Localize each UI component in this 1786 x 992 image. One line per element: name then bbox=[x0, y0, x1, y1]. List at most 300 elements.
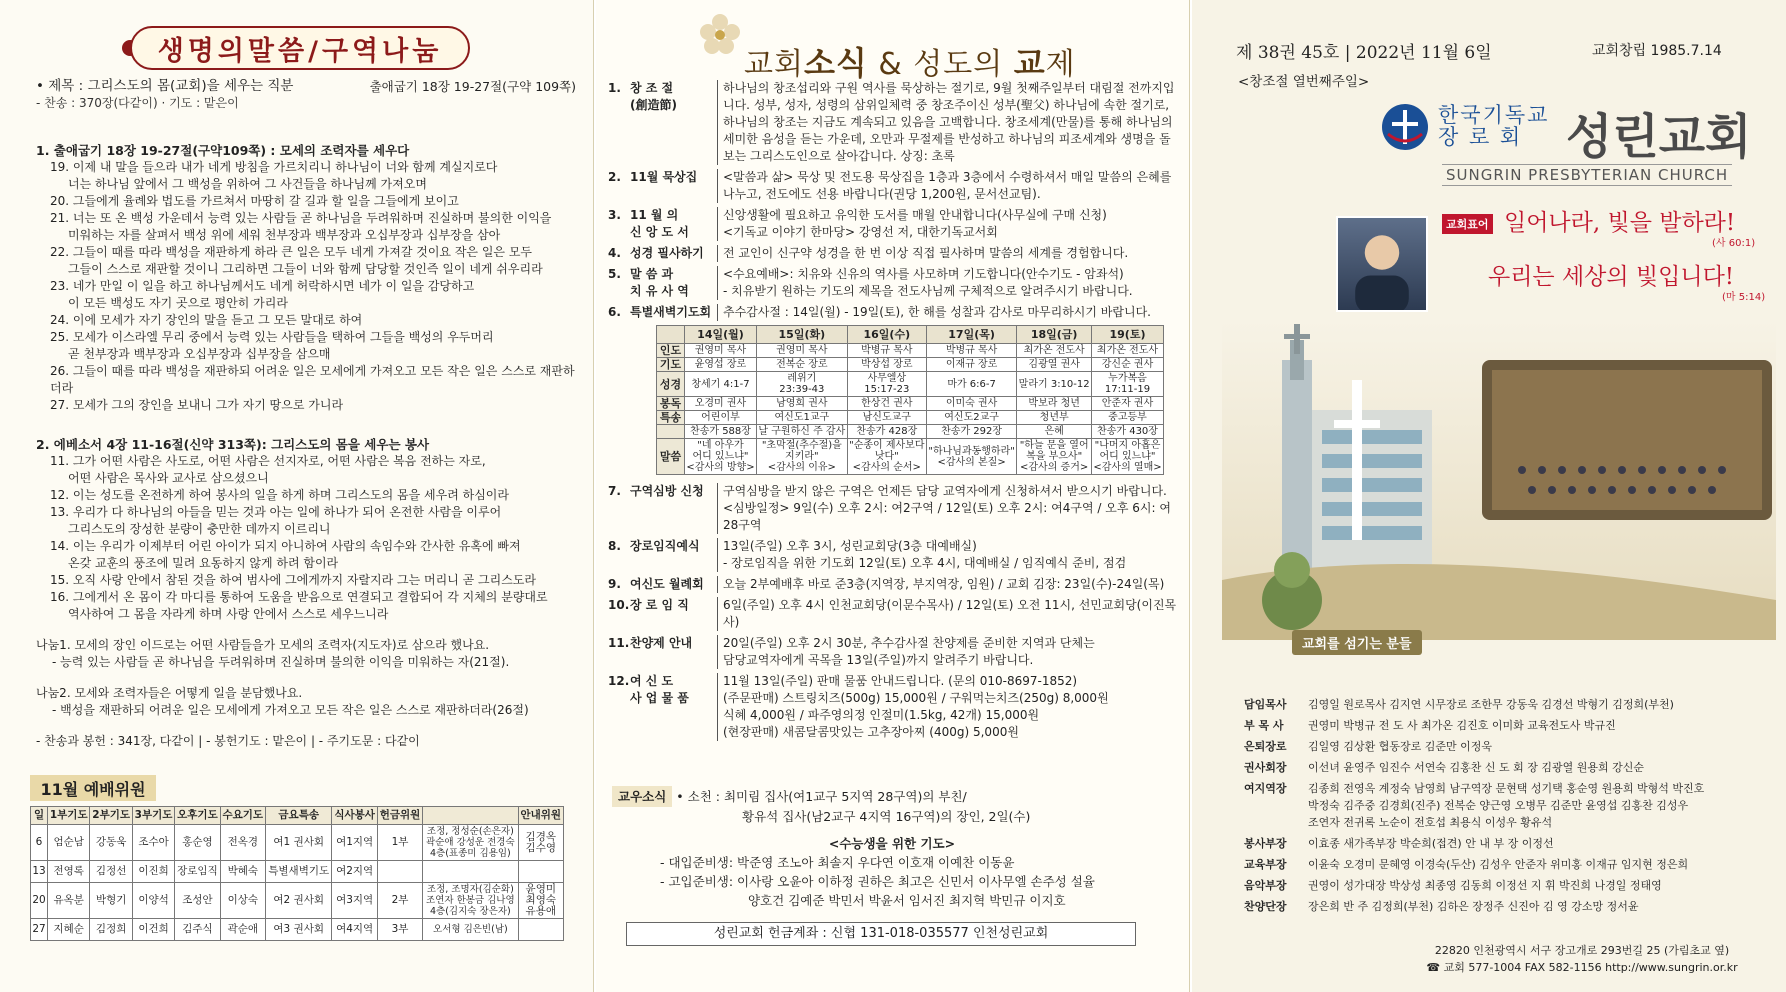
prayer-cell: 중고등부 bbox=[1092, 411, 1164, 425]
news-item-text: 오늘 2부예배후 바로 준3층(지역장, 부지역장, 임원) / 교회 김장: 23일(수)-24일(목) bbox=[723, 577, 1165, 591]
verse-text: 13. 우리가 다 하나님의 아들을 믿는 것과 아는 일에 하나가 되어 온전한 사람을 이루어 bbox=[50, 505, 502, 519]
exam-list-1: - 대입준비생: 박준영 조노아 최솔지 우다연 이호재 이예찬 이동윤 bbox=[660, 855, 1015, 870]
middle-panel bbox=[596, 0, 1190, 992]
news-item-text: 13일(주일) 오후 3시, 성린교회당(3층 대예배실) - 장로임직을 위한 기도회 12일(토) 오후 4시, 대예배실 / 임직예식 준비, 점검 bbox=[723, 539, 1127, 570]
worship-cell: 2부 bbox=[377, 883, 422, 919]
worship-cell: 오서형 김은빈(남) bbox=[423, 919, 518, 941]
worship-cell: 여2지역 bbox=[332, 861, 377, 883]
news-item-label: 여신도 월례회 bbox=[630, 576, 718, 593]
exam-list-3: 양호건 김예준 박민서 박윤서 임서진 최지혁 박민규 이지호 bbox=[748, 893, 1066, 908]
staff-row bbox=[1244, 835, 1774, 852]
news-item-label: 장로임직예식 bbox=[630, 538, 718, 572]
verse-line bbox=[36, 453, 576, 487]
prayer-cell: 찬송가 430장 bbox=[1092, 425, 1164, 439]
news-item bbox=[608, 304, 1178, 321]
staff-row bbox=[1244, 780, 1774, 831]
worship-cell: 박혜숙 bbox=[220, 861, 265, 883]
verse-text: 16. 그에게서 온 몸이 각 마디를 통하여 도움을 받음으로 연결되고 결합되어 각 지체의 분량대로 bbox=[50, 590, 548, 604]
verse-continuation: 이 모든 백성도 자기 곳으로 평안히 가리라 bbox=[68, 296, 288, 310]
verse-line bbox=[36, 572, 576, 589]
prayer-cell: 윤영섭 장로 bbox=[685, 358, 757, 372]
question-2-text: 나눔2. 모세와 조력자들은 어떻게 일을 분담했나요. bbox=[36, 686, 303, 700]
worship-cell: 김경옥 김수영 bbox=[518, 825, 563, 861]
staff-names: 이효종 새가족부장 박순희(접견) 안 내 부 장 이정선 bbox=[1308, 837, 1554, 850]
news-item-number: 8. bbox=[608, 539, 621, 553]
worship-row bbox=[31, 883, 564, 919]
staff-row bbox=[1244, 877, 1774, 894]
news-item-label: 특별새벽기도회 bbox=[630, 304, 718, 321]
church-name-english: SUNGRIN PRESBYTERIAN CHURCH bbox=[1442, 164, 1732, 186]
news-items-first bbox=[608, 80, 1178, 321]
prayer-cell: "순종이 제사보다 낫다" <감사의 순서> bbox=[849, 440, 925, 473]
news-item-number: 9. bbox=[608, 577, 621, 591]
verse-text: 14. 이는 우리가 이제부터 어린 아이가 되지 아니하여 사람의 속임수와 간사한 유혹에 빠져 bbox=[50, 539, 521, 553]
motto-ref-2: (마 5:14) bbox=[1722, 292, 1766, 303]
prayer-row-head bbox=[657, 425, 685, 439]
verse-text: 15. 오직 사랑 안에서 참된 것을 하여 범사에 그에게까지 자랄지라 그는 머리니 곧 그리스도라 bbox=[50, 573, 536, 587]
prayer-cell: 날 구원하신 주 감사 bbox=[758, 426, 846, 437]
share-question-1 bbox=[36, 637, 576, 671]
prayer-cell: 찬송가 428장 bbox=[847, 425, 926, 439]
worship-cell: 김정선 bbox=[90, 861, 132, 883]
news-item bbox=[608, 538, 1178, 572]
verse-continuation: 미워하는 자를 살펴서 백성 위에 세워 천부장과 백부장과 오십부장과 십부장을 삼아 bbox=[68, 228, 501, 242]
prayer-cell: 전복순 장로 bbox=[756, 358, 847, 372]
motto-verse-2: 우리는 세상의 빛입니다! bbox=[1488, 264, 1735, 290]
verse-continuation: 온갖 교훈의 풍조에 밀려 요동하지 않게 하려 함이라 bbox=[68, 556, 339, 570]
news-item-label: 말 씀 과 치 유 사 역 bbox=[630, 266, 718, 300]
staff-list bbox=[1244, 696, 1774, 919]
section2-verses bbox=[36, 453, 576, 623]
news-item bbox=[608, 80, 1178, 165]
prayer-cell: 은혜 bbox=[1017, 425, 1092, 439]
prayer-cell: 박보라 청년 bbox=[1017, 397, 1092, 411]
worship-cell: 김정희 bbox=[90, 919, 132, 941]
prayer-row-head: 기도 bbox=[657, 358, 685, 372]
church-building-illustration bbox=[1222, 320, 1776, 640]
news-item-label: 장 로 임 직 bbox=[630, 597, 718, 631]
verse-text: 24. 이에 모세가 자기 장인의 말을 듣고 그 모든 말대로 하여 bbox=[50, 313, 363, 327]
worship-cell: 박형기 bbox=[90, 883, 132, 919]
sermon-body bbox=[36, 78, 576, 750]
servants-title: 교회를 섬기는 분들 bbox=[1292, 630, 1422, 655]
news-item-label: 여 신 도 사 업 물 품 bbox=[630, 673, 718, 741]
staff-names: 이선녀 윤영주 임진수 서연숙 김홍찬 신 도 회 장 김광열 원용희 강신순 bbox=[1308, 761, 1644, 774]
worship-committee-table bbox=[30, 806, 564, 941]
worship-cell: 김주식 bbox=[175, 919, 220, 941]
worship-header-cell: 헌금위원 bbox=[377, 807, 422, 825]
staff-row bbox=[1244, 717, 1774, 734]
staff-role: 은퇴장로 bbox=[1244, 740, 1287, 753]
news-item-label: 찬양제 안내 bbox=[630, 635, 718, 669]
prayer-day-header: 17일(목) bbox=[926, 326, 1016, 344]
news-item-number: 7. bbox=[608, 484, 621, 498]
news-item-text: 11월 13일(주일) 판매 물품 안내드립니다. (문의 010-8697-1852) (주문판매) 스트링치즈(500g) 15,000원 / 구워먹는치즈(250g) 8,000원 식혜 4,000원 / 파주영의정 인절미(1.5kg, 42개) 15,000원 (현장판매) 새콤달콤맛있는 고추장아찌 (400g) 5,000원 bbox=[723, 674, 1109, 739]
staff-role: 교육부장 bbox=[1244, 858, 1287, 871]
denomination-line-2: 장 로 회 bbox=[1438, 125, 1523, 149]
news-item-label: 11 월 의 신 앙 도 서 bbox=[630, 207, 718, 241]
verse-text: 11. 그가 어떤 사람은 사도로, 어떤 사람은 선지자로, 어떤 사람은 복음 전하는 자로, bbox=[50, 454, 486, 468]
prayer-cell: 최가온 전도사 bbox=[1092, 344, 1164, 358]
verse-line bbox=[36, 193, 576, 210]
verse-text: 27. 모세가 그의 장인을 보내니 그가 자기 땅으로 가니라 bbox=[50, 398, 344, 412]
worship-cell: 특별새벽기도 bbox=[265, 861, 331, 883]
prayer-day-header: 19(토) bbox=[1092, 326, 1164, 344]
worship-cell: 여1지역 bbox=[332, 825, 377, 861]
question-1-answer: - 능력 있는 사람들 곧 하나님을 두려워하며 진실하며 불의한 이익을 미워하는 자(21절). bbox=[52, 655, 510, 669]
prayer-cell: 안준자 권사 bbox=[1092, 397, 1164, 411]
worship-row bbox=[31, 861, 564, 883]
prayer-cell: 찬송가 588장 bbox=[685, 425, 757, 439]
issue-info: 제 38권 45호 | 2022년 11월 6일 bbox=[1236, 43, 1492, 63]
member-news-label: 교우소식 bbox=[612, 786, 672, 807]
worship-cell: 유옥분 bbox=[48, 883, 90, 919]
member-news bbox=[612, 786, 1172, 910]
news-item-text: 하나님의 창조섭리와 구원 역사를 묵상하는 절기로, 9월 첫째주일부터 대림절 전까지입니다. 성부, 성자, 성령의 삼위일체력 중 창조주이신 성부(聖父) 하나님에 속한 절기로, 하나님의 창조는 지금도 계속되고 있음을 고백합니다. 창조세계(만물)를 통해 하나님의 세미한 음성을 듣는 가운데, 오만과 무절제를 반성하고 하나님의 피조세계와 생명을 돌보는 그리스도인으로 살아갑니다. 상징: 초록 bbox=[723, 81, 1175, 163]
verse-text: 25. 모세가 이스라엘 무리 중에서 능력 있는 사람들을 택하여 그들을 백성의 우두머리 bbox=[50, 330, 494, 344]
section1-verses bbox=[36, 159, 576, 414]
staff-role: 봉사부장 bbox=[1244, 837, 1287, 850]
worship-header-cell bbox=[423, 807, 518, 825]
member-news-2: 황유석 집사(남2교구 4지역 16구역)의 장인, 2일(수) bbox=[742, 809, 1031, 824]
prayer-cell: 여신도1교구 bbox=[756, 411, 847, 425]
staff-names: 김일영 김상환 협동장로 김준만 이정욱 bbox=[1308, 740, 1493, 753]
news-item-number: 1. bbox=[608, 81, 621, 95]
prayer-cell: "네 아우가 어디 있느냐" <감사의 방향> bbox=[686, 440, 755, 473]
news-title-part-b: 소식 bbox=[803, 44, 868, 82]
verse-text: 12. 이는 성도를 온전하게 하여 봉사의 일을 하게 하며 그리스도의 몸을 세우려 하심이라 bbox=[50, 488, 509, 502]
news-item-label: 11월 묵상집 bbox=[630, 169, 718, 203]
verse-text: 19. 이제 내 말을 들으라 내가 네게 방침을 가르치리니 하나님이 너와 함께 계실지로다 bbox=[50, 160, 498, 174]
prayer-cell: 최가온 전도사 bbox=[1017, 344, 1092, 358]
sermon-title-row bbox=[36, 78, 576, 95]
worship-cell: 13 bbox=[31, 861, 48, 883]
staff-names: 김종희 전영옥 계정숙 남영희 남구역장 문현택 성기택 홍순영 원용희 박형석 박진호 박정숙 김주중 김경희(진주) 전복순 양근영 오병무 김준만 윤영섭 김홍찬 김성우 조연자 전귀록 노순이 전호섭 최용식 이성우 황유석 bbox=[1308, 782, 1705, 829]
prayer-cell: 누가복음 17:11-19 bbox=[1092, 372, 1164, 397]
worship-cell: 강동욱 bbox=[90, 825, 132, 861]
news-item-text: 6일(주일) 오후 4시 인천교회당(이문수목사) / 12일(토) 오전 11시, 선민교회당(이진목사) bbox=[723, 598, 1177, 629]
news-item bbox=[608, 245, 1178, 262]
worship-cell: 여4지역 bbox=[332, 919, 377, 941]
special-dawn-prayer-table bbox=[656, 325, 1164, 475]
worship-cell: 20 bbox=[31, 883, 48, 919]
prayer-cell: "나머지 아홉은 어디 있느냐" <감사의 열매> bbox=[1093, 440, 1162, 473]
staff-role: 담임목사 bbox=[1244, 698, 1287, 711]
worship-header-cell: 금요특송 bbox=[265, 807, 331, 825]
prayer-cell: 말라기 3:10-12 bbox=[1017, 372, 1092, 397]
section2-heading: 2. 에베소서 4장 11-16절(신약 313쪽): 그리스도의 몸을 세우는 봉사 bbox=[36, 437, 430, 452]
worship-table-header bbox=[31, 807, 564, 825]
verse-line bbox=[36, 538, 576, 572]
worship-cell: 여3지역 bbox=[332, 883, 377, 919]
offering-account: 성린교회 헌금계좌 : 신협 131-018-035577 인천성린교회 bbox=[626, 922, 1136, 946]
church-contact: ☎ 교회 577-1004 FAX 582-1156 http://www.sungrin.or.kr bbox=[1426, 961, 1738, 974]
right-panel bbox=[1192, 0, 1786, 992]
prayer-cell: 이미숙 권사 bbox=[926, 397, 1016, 411]
worship-cell: 여1 권사회 bbox=[265, 825, 331, 861]
verse-text: 23. 네가 만일 이 일을 하고 하나님께서도 네게 허락하시면 네가 이 일을 감당하고 bbox=[50, 279, 475, 293]
verse-continuation: 그리스도의 장성한 분량이 충만한 데까지 이르리니 bbox=[68, 522, 331, 536]
prayer-day-header: 18일(금) bbox=[1017, 326, 1092, 344]
worship-cell bbox=[518, 861, 563, 883]
worship-cell bbox=[377, 861, 422, 883]
news-item-number: 2. bbox=[608, 170, 621, 184]
staff-role: 권사회장 bbox=[1244, 761, 1287, 774]
worship-cell: 조정, 조명자(김순화) 조연자 한봉금 김나영 4층(김지숙 장은자) bbox=[423, 883, 518, 919]
question-1-text: 나눔1. 모세의 장인 이드로는 어떤 사람들을가 모세의 조력자(지도자)로 삼으라 했나요. bbox=[36, 638, 490, 652]
verse-line bbox=[36, 363, 576, 397]
worship-cell: 홍순영 bbox=[175, 825, 220, 861]
worship-cell: 엄순남 bbox=[48, 825, 90, 861]
worship-header-cell: 식사봉사 bbox=[332, 807, 377, 825]
worship-header-cell: 수요기도 bbox=[220, 807, 265, 825]
verse-continuation: 너는 하나님 앞에서 그 백성을 위하여 그 사건들을 하나님께 가져오며 bbox=[68, 177, 427, 191]
prayer-cell: 마가 6:6-7 bbox=[926, 372, 1016, 397]
news-item-number: 3. bbox=[608, 208, 621, 222]
worship-header-cell: 일 bbox=[31, 807, 48, 825]
prayer-cell: 권영미 목사 bbox=[756, 344, 847, 358]
worship-row bbox=[31, 825, 564, 861]
news-item-number: 11. bbox=[608, 636, 630, 650]
news-item-number: 10. bbox=[608, 598, 630, 612]
prayer-cell: 남신도교구 bbox=[847, 411, 926, 425]
worship-cell: 조정, 정성순(손은자) 곽순애 강성운 전경숙 4층(표종미 김용임) bbox=[423, 825, 518, 861]
news-item-label: 구역심방 신청 bbox=[630, 483, 718, 534]
staff-row bbox=[1244, 856, 1774, 873]
worship-cell: 6 bbox=[31, 825, 48, 861]
verse-line bbox=[36, 589, 576, 623]
prayer-cell: 이재규 장로 bbox=[926, 358, 1016, 372]
hymn-line: - 찬송 : 370장(다같이) · 기도 : 맡은이 bbox=[36, 96, 239, 110]
worship-cell bbox=[423, 861, 518, 883]
news-item-text: 구역심방을 받지 않은 구역은 언제든 담당 교역자에게 신청하셔서 받으시기 바랍니다. <심방일정> 9일(수) 오후 2시: 여2구역 / 12일(토) 오후 2시: 여4구역 / 오후 6시: 여28구역 bbox=[723, 484, 1171, 532]
worship-cell: 전영록 bbox=[48, 861, 90, 883]
staff-role: 찬양단장 bbox=[1244, 900, 1287, 913]
prayer-corner-cell bbox=[657, 326, 685, 344]
verse-continuation: 역사하여 그 몸을 자라게 하며 사랑 안에서 스스로 세우느니라 bbox=[68, 607, 389, 621]
prayer-row bbox=[657, 358, 1164, 372]
verse-line bbox=[36, 244, 576, 278]
flower-icon bbox=[696, 10, 744, 58]
staff-names: 이윤숙 오경미 문혜영 이경숙(두산) 김성우 안준자 위미홍 이재규 임지현 정은희 bbox=[1308, 858, 1689, 871]
prayer-cell: 남영희 권사 bbox=[756, 397, 847, 411]
pastor-photo bbox=[1336, 216, 1428, 312]
worship-cell bbox=[518, 919, 563, 941]
church-motto-tag: 교회표어 bbox=[1442, 214, 1493, 234]
motto-verse-1: 일어나라, 빛을 발하라! bbox=[1504, 210, 1736, 236]
news-item-number: 5. bbox=[608, 267, 621, 281]
member-news-1: • 소천 : 최미림 집사(여1교구 5지역 28구역)의 부친/ bbox=[676, 789, 967, 804]
verse-line bbox=[36, 278, 576, 312]
prayer-day-header: 15일(화) bbox=[756, 326, 847, 344]
verse-text: 20. 그들에게 율례와 법도를 가르쳐서 마땅히 갈 길과 할 일을 그들에게 보이고 bbox=[50, 194, 459, 208]
prayer-row-head: 말씀 bbox=[657, 439, 685, 475]
prayer-day-header: 14일(월) bbox=[685, 326, 757, 344]
prayer-row bbox=[657, 439, 1164, 475]
prayer-row-head: 봉독 bbox=[657, 397, 685, 411]
worship-row bbox=[31, 919, 564, 941]
prayer-cell: 어린이부 bbox=[685, 411, 757, 425]
prayer-cell: 청년부 bbox=[1017, 411, 1092, 425]
section1-heading: 1. 출애굽기 18장 19-27절(구약109쪽) : 모세의 조력자를 세우다 bbox=[36, 143, 410, 158]
worship-cell: 3부 bbox=[377, 919, 422, 941]
news-list bbox=[608, 80, 1178, 745]
news-title-part-d: 교 bbox=[1013, 44, 1046, 82]
question-2-answer: - 백성을 재판하되 어려운 일은 모세에게 가져오고 모든 작은 일은 스스로 재판하더라(26절) bbox=[52, 703, 529, 717]
prayer-cell: 강신순 권사 bbox=[1092, 358, 1164, 372]
worship-header-cell: 2부기도 bbox=[90, 807, 132, 825]
staff-role: 부 목 사 bbox=[1244, 719, 1284, 732]
staff-row bbox=[1244, 696, 1774, 713]
verse-text: 26. 그들이 때를 따라 백성을 재판하되 어려운 일은 모세에게 가져오고 모든 작은 일은 스스로 재판하더라 bbox=[50, 364, 575, 395]
news-item bbox=[608, 169, 1178, 203]
news-item bbox=[608, 635, 1178, 669]
motto-ref-1: (사 60:1) bbox=[1712, 238, 1756, 249]
news-item-label: 창 조 절 (創造節) bbox=[630, 80, 718, 165]
church-founded: 교회창립 1985.7.14 bbox=[1592, 43, 1722, 59]
church-logo-icon bbox=[1382, 104, 1428, 150]
verse-continuation: 곧 천부장과 백부장과 오십부장과 십부장을 삼으매 bbox=[68, 347, 331, 361]
prayer-row bbox=[657, 397, 1164, 411]
prayer-cell: "하늘 문을 열어 복을 부으사" <감사의 증거> bbox=[1017, 439, 1092, 475]
news-items-second bbox=[608, 483, 1178, 741]
prayer-cell: 찬송가 292장 bbox=[926, 425, 1016, 439]
verse-line bbox=[36, 397, 576, 414]
worship-cell: 조수아 bbox=[132, 825, 174, 861]
prayer-cell: 박병규 목사 bbox=[926, 344, 1016, 358]
news-item-label: 성경 필사하기 bbox=[630, 245, 718, 262]
exam-prayer-title: <수능생을 위한 기도> bbox=[828, 836, 956, 851]
news-item-text: 추수감사절 : 14일(월) - 19일(토), 한 해를 성찰과 감사로 마무리하시기 바랍니다. bbox=[723, 305, 1151, 319]
worship-header-cell: 3부기도 bbox=[132, 807, 174, 825]
worship-cell: 장로임직 bbox=[175, 861, 220, 883]
news-title bbox=[744, 38, 1076, 84]
prayer-cell: 한상건 권사 bbox=[847, 397, 926, 411]
worship-cell: 1부 bbox=[377, 825, 422, 861]
prayer-cell: 사무엘상 15:17-23 bbox=[847, 372, 926, 397]
prayer-row bbox=[657, 425, 1164, 439]
staff-row bbox=[1244, 898, 1774, 915]
sunday-theme: <창조절 열번째주일> bbox=[1238, 74, 1370, 90]
news-item-text: 신앙생활에 필요하고 유익한 도서를 매월 안내합니다(사무실에 구매 신청) <기독교 이야기 한마당> 강영선 저, 대한기독교서회 bbox=[723, 208, 1107, 239]
worship-cell: 여3 권사회 bbox=[265, 919, 331, 941]
verse-continuation: 그들이 스스로 재판할 것이니 그리하면 그들이 너와 함께 담당할 것인즉 일이 네게 쉬우리라 bbox=[68, 262, 543, 276]
prayer-row bbox=[657, 344, 1164, 358]
left-panel bbox=[0, 0, 594, 992]
news-title-part-a: 교회 bbox=[744, 47, 804, 82]
closing-line: - 찬송과 봉헌 : 341장, 다같이 | - 봉헌기도 : 맡은이 | - 주기도문 : 다같이 bbox=[36, 734, 420, 748]
staff-names: 권영이 성가대장 박상성 최종영 김동희 이정선 지 휘 박진희 나경일 정태영 bbox=[1308, 879, 1662, 892]
worship-cell: 윤영미 최영숙 유용애 bbox=[518, 883, 563, 919]
church-footer bbox=[1382, 942, 1782, 976]
news-item-text: <말씀과 삶> 묵상 및 전도용 묵상집을 1층과 3층에서 수령하셔서 매일 말씀의 은혜를 나누고, 전도에도 선용 바랍니다(권당 1,200원, 문서선교팀). bbox=[723, 170, 1172, 201]
worship-cell: 여2 권사회 bbox=[265, 883, 331, 919]
prayer-table-body bbox=[657, 344, 1164, 475]
verse-line bbox=[36, 487, 576, 504]
staff-names: 김영일 원로목사 김지연 시무장로 조한무 강동욱 김경선 박형기 김정희(부천) bbox=[1308, 698, 1674, 711]
verse-line bbox=[36, 312, 576, 329]
prayer-row-head: 특송 bbox=[657, 411, 685, 425]
sermon-title: • 제목 : 그리스도의 몸(교회)을 세우는 직분 bbox=[36, 78, 294, 94]
staff-names: 장은희 반 주 김정희(부천) 김하은 장정주 신진아 김 영 강소망 정서윤 bbox=[1308, 900, 1639, 913]
news-item-text: <수요예배>: 치유와 신유의 역사를 사모하며 기도합니다(안수기도 - 암좌석) - 치유받기 원하는 기도의 제목을 전도사님께 구체적으로 알려주시기 바랍니다. bbox=[723, 267, 1133, 298]
worship-cell: 이건희 bbox=[132, 919, 174, 941]
prayer-cell: 박상섭 장로 bbox=[847, 358, 926, 372]
worship-cell: 이양석 bbox=[132, 883, 174, 919]
news-item bbox=[608, 597, 1178, 631]
worship-cell: 27 bbox=[31, 919, 48, 941]
sermon-banner-title: 생명의말씀/구역나눔 bbox=[130, 26, 470, 70]
staff-row bbox=[1244, 759, 1774, 776]
news-title-part-c: & 성도의 bbox=[867, 47, 1014, 82]
worship-committee-title: 11월 예배위원 bbox=[30, 775, 156, 801]
news-item-number: 4. bbox=[608, 246, 621, 260]
prayer-cell: "하나님과동행하라" <감사의 본질> bbox=[926, 439, 1016, 475]
news-item-text: 전 교인이 신구약 성경을 한 번 이상 직접 필사하며 말씀의 세계를 경험합니다. bbox=[723, 246, 1129, 260]
verse-continuation: 어떤 사람은 목사와 교사로 삼으셨으니 bbox=[68, 471, 269, 485]
prayer-row-head: 성경 bbox=[657, 372, 685, 397]
staff-names: 권영미 박병규 전 도 사 최가온 김진호 이미화 교육전도사 박규진 bbox=[1308, 719, 1616, 732]
news-item-text: 20일(주일) 오후 2시 30분, 추수감사절 찬양제를 준비한 지역과 단체는 담당교역자에게 곡목을 13일(주일)까지 알려주기 바랍니다. bbox=[723, 636, 1095, 667]
worship-cell: 곽순애 bbox=[220, 919, 265, 941]
prayer-cell: 오경미 권사 bbox=[685, 397, 757, 411]
news-item bbox=[608, 673, 1178, 741]
worship-cell: 지혜순 bbox=[48, 919, 90, 941]
prayer-row-head: 인도 bbox=[657, 344, 685, 358]
prayer-cell: 권영미 목사 bbox=[685, 344, 757, 358]
worship-cell: 이상숙 bbox=[220, 883, 265, 919]
verse-line bbox=[36, 159, 576, 193]
sermon-scripture-ref: 출애굽기 18장 19-27절(구약 109쪽) bbox=[369, 79, 576, 94]
worship-cell: 전옥경 bbox=[220, 825, 265, 861]
prayer-cell: 창세기 4:1-7 bbox=[685, 372, 757, 397]
worship-table-body bbox=[31, 825, 564, 941]
staff-row bbox=[1244, 738, 1774, 755]
exam-list-2: - 고입준비생: 이사랑 오윤아 이하정 권하은 최고은 신민서 이사무엘 손주성 설율 bbox=[660, 874, 1095, 889]
worship-header-cell: 안내위원 bbox=[518, 807, 563, 825]
verse-text: 22. 그들이 때를 따라 백성을 재판하게 하라 큰 일은 모두 네게 가져갈 것이요 작은 일은 모두 bbox=[50, 245, 533, 259]
news-item bbox=[608, 207, 1178, 241]
denomination bbox=[1438, 104, 1549, 148]
prayer-cell: "초막절(추수절)을 지키라" <감사의 이유> bbox=[756, 439, 847, 475]
prayer-cell: 김광열 권사 bbox=[1017, 358, 1092, 372]
news-item bbox=[608, 576, 1178, 593]
verse-line bbox=[36, 329, 576, 363]
news-title-part-e: 제 bbox=[1045, 47, 1076, 82]
prayer-table-header bbox=[657, 326, 1164, 344]
worship-header-cell: 1부기도 bbox=[48, 807, 90, 825]
news-item-number: 6. bbox=[608, 305, 621, 319]
worship-cell: 이진희 bbox=[132, 861, 174, 883]
church-address: 22820 인천광역시 서구 장고개로 293번길 25 (가림초교 옆) bbox=[1434, 944, 1730, 957]
news-item bbox=[608, 483, 1178, 534]
worship-header-cell: 오후기도 bbox=[175, 807, 220, 825]
news-item bbox=[608, 266, 1178, 300]
prayer-row bbox=[657, 411, 1164, 425]
news-item-number: 12. bbox=[608, 674, 630, 688]
staff-role: 여지역장 bbox=[1244, 782, 1287, 795]
verse-text: 21. 너는 또 온 백성 가운데서 능력 있는 사람들 곧 하나님을 두려워하며 진실하며 불의한 이익을 bbox=[50, 211, 552, 225]
prayer-row bbox=[657, 372, 1164, 397]
verse-line bbox=[36, 210, 576, 244]
share-question-2 bbox=[36, 685, 576, 719]
denomination-line-1: 한국기독교 bbox=[1438, 103, 1550, 127]
prayer-cell: 박병규 목사 bbox=[847, 344, 926, 358]
church-name: 성린교회 bbox=[1566, 109, 1752, 165]
verse-line bbox=[36, 504, 576, 538]
prayer-cell: 레위기 23:39-43 bbox=[756, 372, 847, 397]
staff-role: 음악부장 bbox=[1244, 879, 1287, 892]
